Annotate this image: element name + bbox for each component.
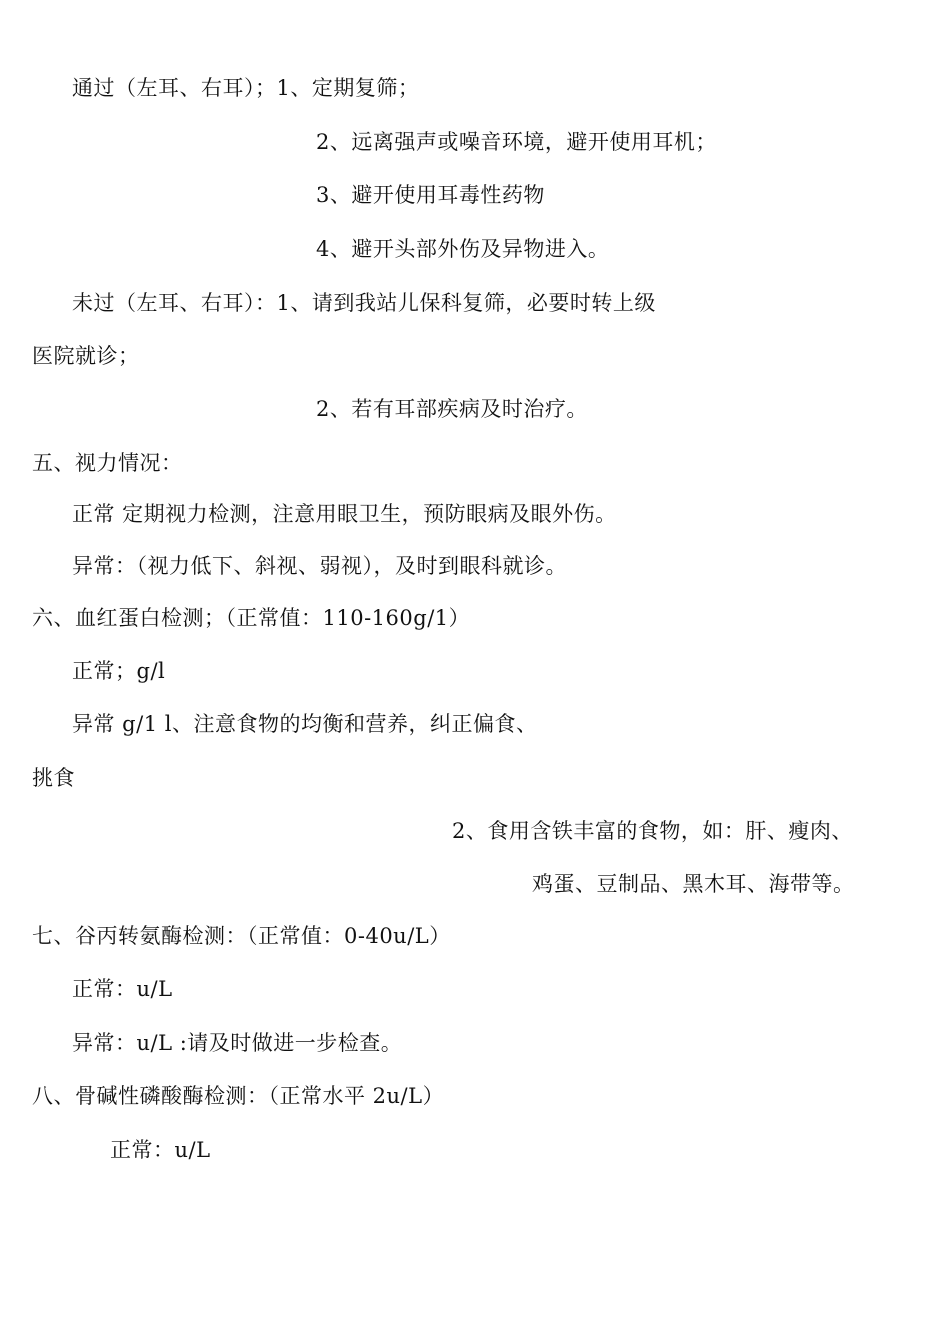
hemoglobin-abnormal-line-cont: 挑食 [32, 766, 75, 790]
hearing-pass-line: 通过（左耳、右耳）；1、定期复筛； [72, 76, 420, 100]
alt-normal-line: 正常：u/L [72, 977, 173, 1001]
hemoglobin-advice-2-cont: 鸡蛋、豆制品、黑木耳、海带等。 [532, 872, 855, 896]
section-heading-bone-alp: 八、骨碱性磷酸酶检测：（正常水平 2u/L） [32, 1084, 445, 1108]
alt-abnormal-line: 异常：u/L :请及时做进一步检查。 [72, 1031, 403, 1055]
section-heading-alt: 七、谷丙转氨酶检测：（正常值：0-40u/L） [32, 924, 451, 948]
section-heading-vision: 五、视力情况： [32, 451, 183, 475]
hemoglobin-normal-line: 正常；g/l [72, 659, 166, 683]
hearing-fail-advice-2: 2、若有耳部疾病及时治疗。 [316, 397, 588, 421]
section-heading-hemoglobin: 六、血红蛋白检测；（正常值：110-160g/1） [32, 606, 471, 630]
hemoglobin-advice-2: 2、食用含铁丰富的食物，如：肝、瘦肉、 [452, 819, 853, 843]
bone-alp-normal-line: 正常：u/L [110, 1138, 211, 1162]
hemoglobin-abnormal-line: 异常 g/1 l、注意食物的均衡和营养，纠正偏食、 [72, 712, 538, 736]
vision-normal-line: 正常 定期视力检测，注意用眼卫生，预防眼病及眼外伤。 [72, 502, 617, 526]
hearing-fail-line-cont: 医院就诊； [32, 344, 140, 368]
hearing-pass-advice-3: 3、避开使用耳毒性药物 [316, 183, 545, 207]
hearing-pass-advice-4: 4、避开头部外伤及异物进入。 [316, 237, 610, 261]
hearing-pass-advice-2: 2、远离强声或噪音环境，避开使用耳机； [316, 130, 717, 154]
vision-abnormal-line: 异常：（视力低下、斜视、弱视），及时到眼科就诊。 [72, 554, 567, 578]
hearing-fail-line: 未过（左耳、右耳）：1、请到我站儿保科复筛，必要时转上级 [72, 291, 656, 315]
